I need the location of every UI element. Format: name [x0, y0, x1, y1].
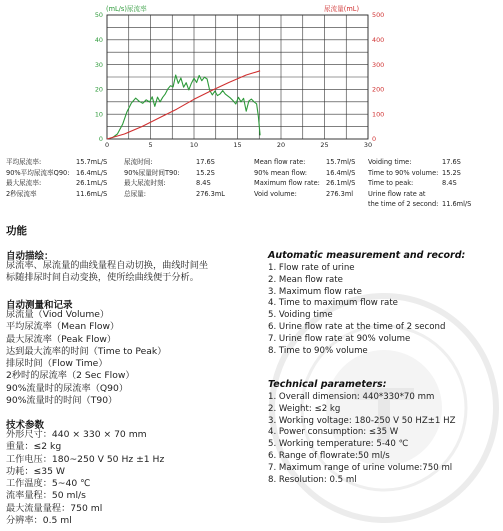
stat-value: 17.6S: [196, 158, 215, 166]
chart-series: [107, 71, 260, 139]
cn-section2-line: 最大尿流率（Peak Flow）: [6, 333, 117, 345]
stat-label: Maximum flow rate:: [254, 179, 320, 187]
cn-section2-line: 达到最大流率的时间（Time to Peak）: [6, 345, 167, 357]
cn-section3-heading: 技术参数: [6, 420, 45, 431]
stat-value: 15.2S: [196, 168, 215, 177]
stat-label: 平均尿流率:: [6, 158, 42, 166]
chart-grid: [107, 15, 368, 139]
cn-section3-line: 重量：≤2 kg: [6, 441, 62, 453]
stat-label: Void volume:: [254, 189, 297, 198]
stat-label: 尿流时间:: [124, 158, 153, 166]
cn-section3-body: [6, 429, 164, 527]
en-section2-line: 6. Range of flowrate:50 ml/s: [268, 450, 390, 461]
cn-section2-line: 90%流量时的尿流率（Q90）: [6, 382, 129, 394]
en-section1-body: [268, 263, 445, 357]
stat-value: 15.7mL/S: [76, 158, 108, 166]
en-section2-body: [268, 392, 455, 486]
en-section1-line: 8. Time to 90% volume: [268, 345, 368, 356]
stat-label: 最大尿流时刻:: [124, 179, 166, 187]
stat-value: 15.2S: [442, 168, 461, 177]
stat-value: 26.1mL/S: [76, 179, 108, 187]
stat-label: 总尿量:: [124, 189, 147, 198]
cn-section3-line: 工作温度：5~40 ℃: [6, 478, 91, 490]
x-tick-label: 15: [233, 141, 242, 149]
cn-section2-line: 排尿时间（Flow Time）: [6, 358, 108, 370]
left-y-tick-label: 20: [94, 85, 103, 94]
stat-value: 16.4ml/S: [326, 168, 356, 177]
x-tick-label: 30: [363, 141, 373, 149]
stat-label: Mean flow rate:: [254, 158, 306, 166]
cn-section2-line: 90%流量时的时间（T90）: [6, 395, 118, 407]
stat-label: 2秒尿流率: [6, 189, 37, 198]
en-section2-line: 2. Weight: ≤2 kg: [268, 403, 341, 414]
left-y-tick-label: 10: [94, 110, 103, 119]
en-section1-line: 5. Voiding time: [268, 310, 333, 321]
x-tick-label: 25: [320, 141, 329, 149]
stat-value: 11.6mL/S: [76, 189, 108, 198]
cn-section2-heading: 自动测量和记录: [6, 300, 73, 311]
en-section2-line: 5. Working temperature: 5-40 ℃: [268, 439, 409, 450]
cn-section3-line: 流率量程：50 ml/s: [6, 490, 86, 502]
stat-label: Urine flow rate at: [368, 189, 426, 198]
stat-value: 276.3ml: [326, 189, 354, 198]
cn-section3-line: 最大流量量程：750 ml: [6, 502, 103, 514]
en-section1-line: 6. Urine flow rate at the time of 2 second: [268, 321, 446, 332]
x-tick-label: 5: [148, 141, 153, 149]
cn-section3-line: 分辨率：0.5 ml: [6, 515, 72, 527]
right-y-tick-label: 500: [372, 11, 385, 20]
stat-label: Voiding time:: [368, 158, 412, 166]
left-y-tick-label: 40: [94, 36, 103, 44]
en-section2-line: 3. Working voltage: 180-250 V 50 HZ±1 HZ: [268, 415, 456, 426]
stat-label: 最大尿流率:: [6, 179, 42, 187]
stat-value: 8.4S: [196, 179, 211, 187]
stat-value: 276.3mL: [196, 189, 225, 198]
right-y-tick-label: 100: [372, 110, 385, 119]
stat-value: 17.6S: [442, 158, 461, 166]
cn-section2-line: 平均尿流率（Mean Flow）: [6, 321, 120, 333]
cn-section3-line: 外形尺寸：440 × 330 × 70 mm: [6, 429, 147, 440]
en-section1-line: 1. Flow rate of urine: [268, 263, 355, 273]
right-y-tick-label: 200: [372, 85, 385, 94]
left-axis-title: (mL/s)尿流率: [106, 5, 147, 13]
cn-section2-body: [6, 309, 166, 407]
cn-section2-line: 2秒时的尿流率（2 Sec Flow）: [6, 370, 135, 382]
en-section2-line: 8. Resolution: 0.5 ml: [268, 474, 357, 485]
stat-value: 26.1ml/S: [326, 179, 356, 187]
en-section2-heading: Technical parameters:: [268, 379, 387, 390]
stat-value: 16.4mL/S: [76, 168, 108, 177]
cn-section3-line: 功耗：≤35 W: [6, 465, 65, 477]
en-section1-line: 2. Mean flow rate: [268, 274, 343, 285]
stat-value: 15.7ml/S: [326, 158, 356, 166]
en-section2-line: 7. Maximum range of urine volume:750 ml: [268, 462, 453, 473]
cn-section3-line: 工作电压：180~250 V 50 Hz ±1 Hz: [6, 453, 165, 465]
left-y-tick-label: 50: [94, 11, 103, 20]
cn-title: 功能: [6, 225, 27, 237]
stat-label: 90% mean flow:: [254, 168, 307, 177]
cn-section1-body: [6, 260, 208, 285]
flow-rate-curve: [112, 75, 260, 138]
stat-label: 90%平均尿流率Q90:: [6, 168, 70, 177]
cn-section1-heading: 自动描绘：: [6, 251, 54, 262]
x-tick-label: 0: [104, 141, 110, 149]
stat-label: Time to 90% volume:: [368, 168, 439, 177]
right-y-tick-label: 400: [372, 36, 385, 44]
en-section2-line: 4. Power consumption: ≤35 W: [268, 427, 399, 438]
cn-section1-line: 标随排尿时间自动变换，使所绘曲线便于分析。: [6, 272, 199, 284]
en-section1-line: 3. Maximum flow rate: [268, 286, 362, 297]
right-y-tick-label: 0: [372, 135, 377, 144]
stat-label: Time to peak:: [368, 179, 414, 187]
uroflow-chart: [0, 0, 503, 160]
stat-label: the time of 2 second:: [368, 200, 439, 208]
stat-value: 11.6ml/S: [442, 200, 472, 208]
cn-section2-line: 尿流量（Viod Volume）: [6, 309, 110, 320]
x-tick-label: 10: [189, 141, 199, 149]
en-section1-line: 4. Time to maximum flow rate: [268, 298, 398, 309]
right-axis-title: 尿流量(mL): [324, 5, 360, 13]
cn-section1-line: 尿流率、尿流量的曲线量程自动切换，曲线时间坐: [6, 260, 209, 271]
right-y-tick-label: 300: [372, 60, 385, 69]
en-section2-line: 1. Overall dimension: 440*330*70 mm: [268, 392, 435, 402]
x-tick-label: 20: [276, 141, 286, 149]
stat-label: 90%尿量时间T90:: [124, 168, 180, 177]
en-section1-line: 7. Urine flow rate at 90% volume: [268, 333, 411, 344]
left-y-tick-label: 30: [94, 60, 103, 69]
en-section1-heading: Automatic measurement and record:: [268, 250, 466, 261]
left-y-tick-label: 0: [98, 135, 103, 144]
stat-value: 8.4S: [442, 179, 457, 187]
